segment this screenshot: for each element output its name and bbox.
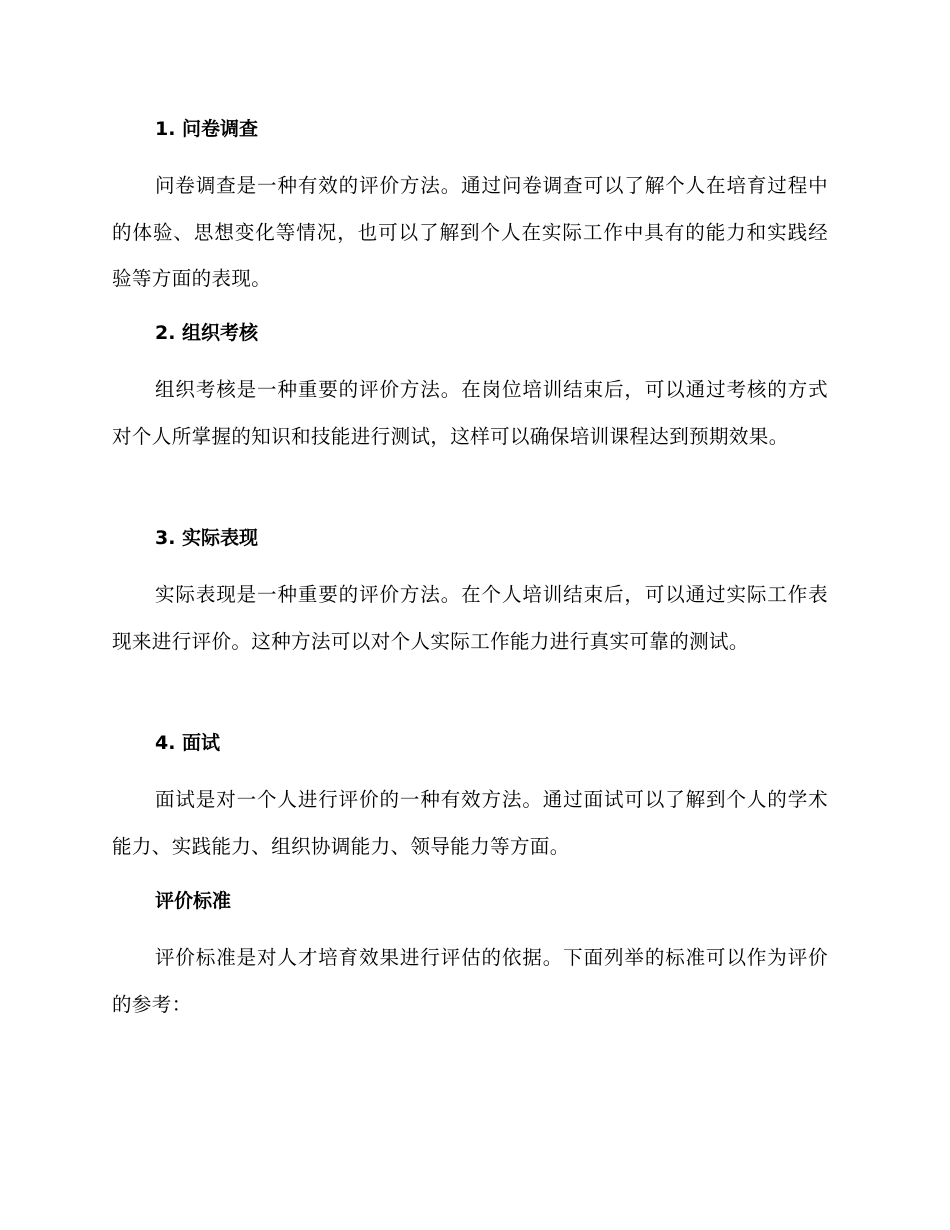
section-paragraph-organizational-assessment: 组织考核是一种重要的评价方法。在岗位培训结束后，可以通过考核的方式对个人所掌握的知识和技能进行测试，这样可以确保培训课程达到预期效果。 [112,378,828,448]
section-heading-organizational-assessment: 2. 组织考核 [155,322,259,344]
section-heading-interview: 4. 面试 [155,732,221,754]
section-heading-evaluation-criteria: 评价标准 [155,890,232,912]
section-paragraph-actual-performance: 实际表现是一种重要的评价方法。在个人培训结束后，可以通过实际工作表现来进行评价。这种方法可以对个人实际工作能力进行真实可靠的测试。 [112,583,828,653]
section-paragraph-evaluation-criteria: 评价标准是对人才培育效果进行评估的依据。下面列举的标准可以作为评价的参考： [112,946,828,1016]
section-heading-actual-performance: 3. 实际表现 [155,527,259,549]
section-paragraph-questionnaire: 问卷调查是一种有效的评价方法。通过问卷调查可以了解个人在培育过程中的体验、思想变化等情况，也可以了解到个人在实际工作中具有的能力和实践经验等方面的表现。 [112,174,828,290]
section-paragraph-interview: 面试是对一个人进行评价的一种有效方法。通过面试可以了解到个人的学术能力、实践能力、组织协调能力、领导能力等方面。 [112,788,828,858]
section-heading-questionnaire: 1. 问卷调查 [155,118,259,140]
